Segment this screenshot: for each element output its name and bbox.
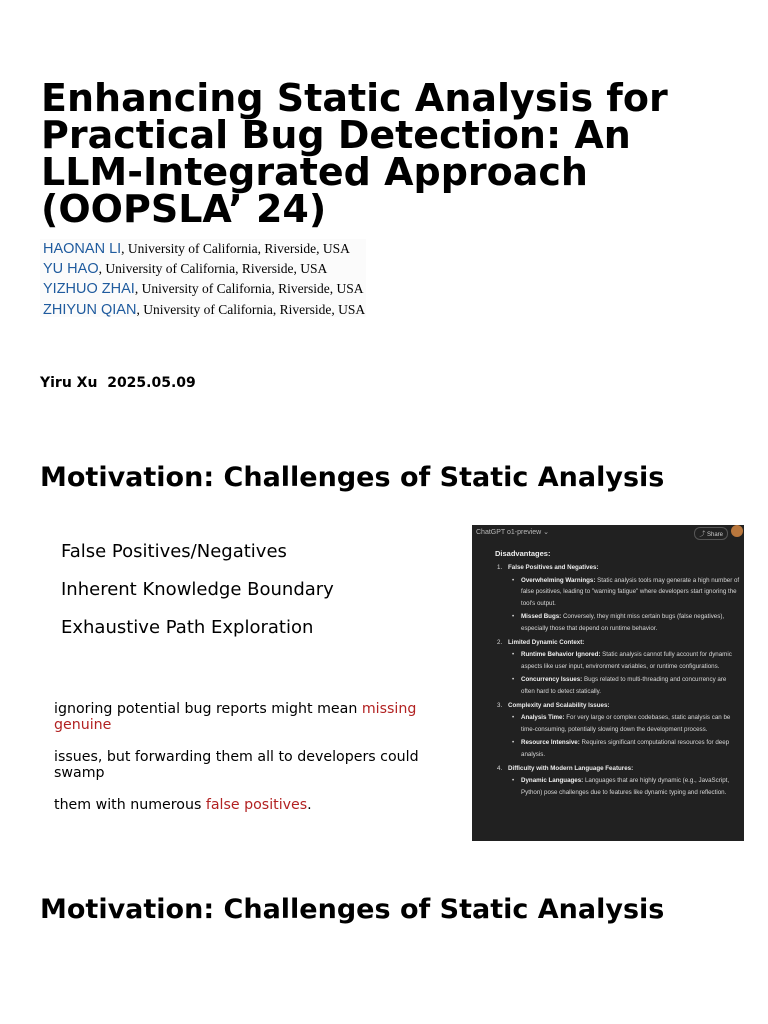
disadvantage-item (497, 775, 740, 798)
chatgpt-screenshot (472, 525, 744, 841)
presenter-name: Yiru Xu (40, 375, 98, 391)
model-selector: ChatGPT o1-preview ⌄ (476, 529, 550, 536)
item-label: Dynamic Languages: (521, 777, 584, 785)
disadvantage-section (497, 700, 740, 761)
section-title: False Positives and Negatives: (508, 564, 599, 571)
section-title: Difficulty with Modern Language Features: (508, 764, 634, 772)
section-number: 1. (497, 564, 503, 571)
author-affiliation: , University of California, Riverside, USA (134, 281, 364, 297)
item-text: Conversely, they might miss certain bugs (false negatives), especially those that depend on runtime behavior. (521, 613, 725, 632)
section-title: Limited Dynamic Context: (508, 638, 585, 646)
disadvantage-section (497, 637, 740, 698)
challenge-item: Inherent Knowledge Boundary (61, 579, 334, 600)
presentation-date: 2025.05.09 (107, 375, 196, 391)
item-label: Runtime Behavior Ignored: (521, 651, 601, 659)
item-text: Static analysis tools may generate a high number of false positives, leading to "warning fatigue" where developers start ignoring the tool's output. (521, 576, 740, 607)
section-number: 2. (497, 638, 503, 646)
author-affiliation: , University of California, Riverside, USA (98, 261, 328, 277)
disadvantage-item (497, 712, 740, 735)
text-span: ignoring potential bug reports might mean (54, 701, 362, 717)
challenge-item: False Positives/Negatives (61, 541, 287, 562)
highlight-text: false positives (205, 797, 308, 813)
section-number: 4. (497, 764, 503, 772)
author-affiliation: , University of California, Riverside, USA (121, 241, 350, 256)
disadvantage-section (497, 562, 740, 635)
highlight-text: missing genuine (54, 701, 417, 733)
author-entry (40, 239, 366, 259)
challenge-list (61, 540, 334, 654)
item-text: For very large or complex codebases, static analysis can be time-consuming, potentially slowing down the development process. (521, 714, 731, 733)
motivation-text-line-2: issues, but forwarding them all to developers could swamp (54, 749, 419, 781)
author-name: YU HAO (43, 261, 99, 278)
chatgpt-header (472, 525, 744, 541)
text-span: . (307, 797, 312, 813)
item-text: Requires significant computational resources for deep analysis. (521, 739, 730, 758)
author-affiliation: , University of California, Riverside, USA (136, 301, 366, 317)
motivation-text-line-3 (54, 797, 439, 813)
share-button: ⤴ Share (694, 527, 728, 540)
item-text: Static analysis cannot fully account for dynamic aspects like user input, environment variables, or runtime configurations. (521, 651, 732, 670)
author-entry (40, 279, 366, 299)
disadvantages-heading: Disadvantages: (495, 549, 551, 558)
item-text: Languages that are highly dynamic (e.g., JavaScript, Python) pose challenges due to features like dynamic typing and reflection. (521, 777, 730, 796)
motivation-text-line-1 (54, 701, 439, 733)
disadvantage-item (497, 649, 740, 672)
author-name: HAONAN LI (43, 241, 122, 257)
avatar (731, 525, 743, 537)
item-label: Analysis Time: (521, 714, 565, 722)
item-label: Resource Intensive: (521, 739, 580, 747)
section-heading: Motivation: Challenges of Static Analysis (40, 894, 665, 925)
section-number: 3. (497, 701, 503, 709)
author-entry (40, 259, 366, 279)
challenge-item: Exhaustive Path Exploration (61, 617, 314, 638)
presenter-byline (40, 375, 196, 391)
author-name: YIZHUO ZHAI (43, 281, 135, 298)
text-span: them with numerous (54, 797, 206, 813)
item-text: Bugs related to multi-threading and concurrency are often hard to detect statically. (521, 676, 727, 695)
disadvantage-section-title (497, 763, 740, 775)
disadvantage-section-title (497, 700, 740, 712)
author-entry (40, 300, 366, 320)
disadvantage-section (497, 763, 740, 799)
item-label: Missed Bugs: (521, 613, 562, 621)
disadvantage-section-title (497, 562, 740, 574)
item-label: Overwhelming Warnings: (521, 576, 596, 584)
item-label: Concurrency Issues: (521, 676, 583, 684)
disadvantage-item (497, 575, 740, 610)
disadvantage-item (497, 737, 740, 760)
section-heading: Motivation: Challenges of Static Analysis (40, 462, 665, 493)
paper-title: Enhancing Static Analysis for Practical Bug Detection: An LLM-Integrated Approach (OOPSLA’ 24) (41, 76, 668, 231)
disadvantage-item (497, 611, 740, 634)
disadvantage-item (497, 674, 740, 697)
author-name: ZHIYUN QIAN (43, 301, 137, 318)
author-list (40, 239, 366, 317)
section-title: Complexity and Scalability Issues: (508, 701, 610, 709)
disadvantage-section-title (497, 637, 740, 649)
disadvantages-list (497, 562, 740, 798)
